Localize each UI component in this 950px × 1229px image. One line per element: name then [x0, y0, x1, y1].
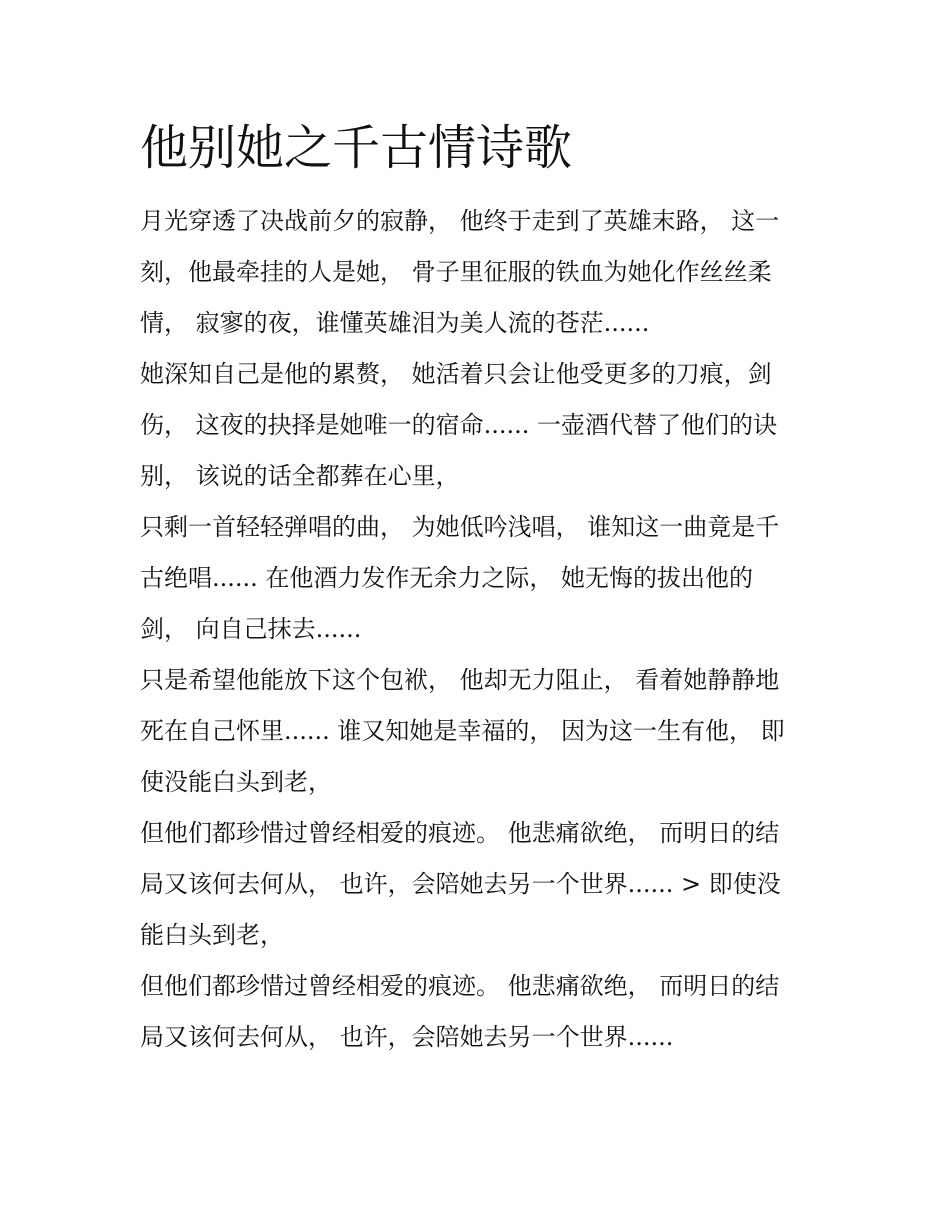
text-line: 古绝唱...... 在他酒力发作无余力之际， 她无悔的拔出他的 [140, 564, 754, 592]
paragraph-2 [140, 349, 810, 502]
text-line: 别， 该说的话全都葬在心里， [140, 462, 460, 490]
text-line: 刻，他最牵挂的人是她， 骨子里征服的铁血为她化作丝丝柔 [140, 258, 772, 286]
document-body [140, 196, 810, 1063]
text-line: 剑， 向自己抹去...... [140, 615, 362, 643]
text-line: 能白头到老， [140, 921, 284, 949]
text-line: 死在自己怀里...... 谁又知她是幸福的， 因为这一生有他， 即 [140, 717, 785, 745]
paragraph-5 [140, 808, 810, 961]
document-title: 他别她之千古情诗歌 [140, 120, 573, 176]
text-line: 月光穿透了决战前夕的寂静， 他终于走到了英雄末路， 这一 [140, 207, 780, 235]
paragraph-1 [140, 196, 810, 349]
paragraph-4 [140, 655, 810, 808]
paragraph-6 [140, 961, 810, 1063]
text-line: 局又该何去何从， 也许，会陪她去另一个世界...... > 即使没 [140, 870, 781, 898]
paragraph-3 [140, 502, 810, 655]
text-line: 只剩一首轻轻弹唱的曲， 为她低吟浅唱， 谁知这一曲竟是千 [140, 513, 780, 541]
text-line: 但他们都珍惜过曾经相爱的痕迹。 他悲痛欲绝， 而明日的结 [140, 819, 780, 847]
text-line: 使没能白头到老， [140, 768, 332, 796]
text-line: 但他们都珍惜过曾经相爱的痕迹。 他悲痛欲绝， 而明日的结 [140, 972, 780, 1000]
text-line: 局又该何去何从， 也许，会陪她去另一个世界...... [140, 1023, 674, 1051]
text-line: 伤， 这夜的抉择是她唯一的宿命...... 一壶酒代替了他们的诀 [140, 411, 778, 439]
text-line: 她深知自己是他的累赘， 她活着只会让他受更多的刀痕，剑 [140, 360, 772, 388]
text-line: 情， 寂寥的夜，谁懂英雄泪为美人流的苍茫...... [140, 309, 650, 337]
text-line: 只是希望他能放下这个包袱， 他却无力阻止， 看着她静静地 [140, 666, 780, 694]
